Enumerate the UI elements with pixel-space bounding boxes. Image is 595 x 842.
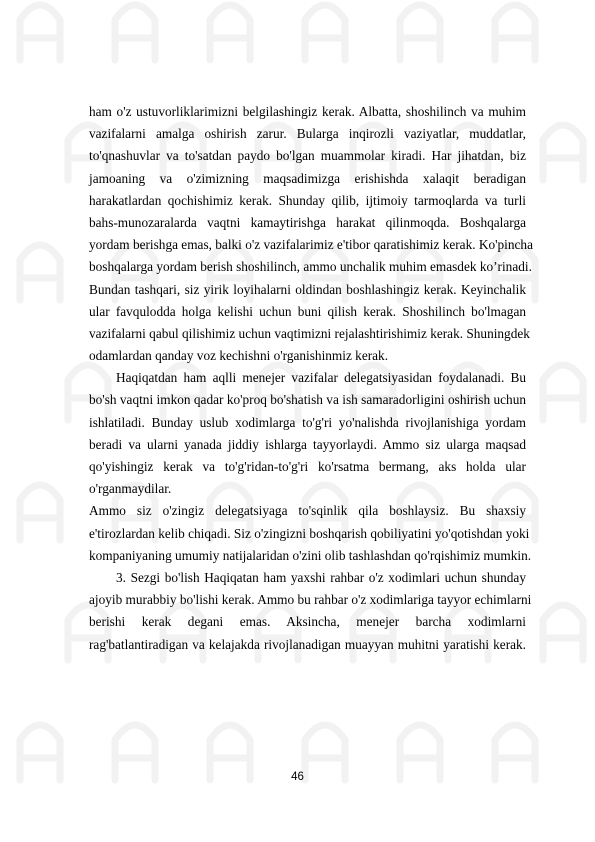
watermark-glyph	[400, 5, 440, 60]
watermark-glyph	[495, 5, 535, 60]
text-line: yordam berishga emas, balki o'z vazifalarimiz e'tibor qaratishimiz kerak. Ko'pincha	[89, 237, 533, 253]
watermark-glyph	[210, 5, 250, 60]
text-line: jamoaning va o'zimizning maqsadimizga erishishda xalaqit beradigan	[89, 170, 526, 186]
watermark-glyph	[543, 125, 583, 180]
watermark-glyph	[305, 5, 345, 60]
text-line: to'qnashuvlar va to'satdan paydo bo'lgan muammolar kiradi. Har jihatdan, biz	[89, 148, 526, 164]
watermark-glyph	[543, 605, 583, 660]
text-line: Haqiqatdan ham aqlli menejer vazifalar delegatsiyasidan foydalanadi. Bu	[116, 370, 526, 386]
text-line: ular favqulodda holga kelishi uchun buni qilish kerak. Shoshilinch bo'lmagan	[89, 303, 526, 319]
text-line: ham o'z ustuvorliklarimizni belgilashingiz kerak. Albatta, shoshilinch va muhim	[89, 104, 526, 119]
text-line: beradi va ularni yanada jiddiy ishlarga tayyorlaydi. Ammo siz ularga maqsad	[89, 436, 526, 452]
text-line: kompaniyaning umumiy natijalaridan o'zini olib tashlashdan qo'rqishimiz mumkin.	[89, 547, 532, 563]
watermark-glyph	[20, 245, 60, 300]
text-line: bo'sh vaqtni imkon qadar ko'proq bo'shatish va ish samaradorligini oshirish uchun	[89, 392, 526, 408]
page-number: 46	[291, 771, 304, 783]
text-line: vazifalarni amalga oshirish zarur. Bularga inqirozli vaziyatlar, muddatlar,	[89, 126, 526, 142]
text-line: ajoyib murabbiy bo'lishi kerak. Ammo bu rahbar o'z xodimlariga tayyor echimlarni	[89, 592, 532, 608]
text-line: boshqalarga yordam berish shoshilinch, ammo unchalik muhim emasdek ko’rinadi.	[89, 259, 532, 275]
text-line: rag'batlantiradigan va kelajakda rivojlanadigan muayyan muhitni yaratishi kerak.	[89, 636, 526, 652]
text-line: e'tirozlardan kelib chiqadi. Siz o'zingizni boshqarish qobiliyatini yo'qotishdan yoki	[89, 525, 530, 541]
text-line: bahs-munozaralarda vaqtni kamaytirishga harakat qilinmoqda. Boshqalarga	[89, 214, 526, 230]
watermark-glyph	[543, 365, 583, 420]
text-line: o'rganmaydilar.	[89, 481, 172, 497]
text-line: qo'yishingiz kerak va to'g'ridan-to'g'ri ko'rsatma bermang, aks holda ular	[89, 459, 526, 474]
text-line: ishlatiladi. Bunday uslub xodimlarga to'g'ri yo'nalishda rivojlanishiga yordam	[89, 414, 526, 430]
document-body	[89, 101, 533, 656]
watermark-glyph	[115, 5, 155, 60]
watermark-glyph	[20, 5, 60, 60]
text-line: Ammo siz o'zingiz delegatsiyaga to'sqinlik qila boshlaysiz. Bu shaxsiy	[89, 503, 526, 519]
text-line: vazifalarni qabul qilishimiz uchun vaqtimizni rejalashtirishimiz kerak. Shuningdek	[89, 325, 530, 341]
text-line: Bundan tashqari, siz yirik loyihalarni oldindan boshlashingiz kerak. Keyinchalik	[89, 281, 526, 297]
text-line: 3. Sezgi bo'lish Haqiqatan ham yaxshi rahbar o'z xodimlari uchun shunday	[116, 569, 526, 585]
text-line: harakatlardan qochishimiz kerak. Shunday qilib, ijtimoiy tarmoqlarda va turli	[89, 192, 526, 208]
text-line: odamlardan qanday voz kechishni o'rganishinmiz kerak.	[89, 348, 389, 364]
watermark-glyph	[20, 485, 60, 540]
text-line: berishi kerak degani emas. Aksincha, menejer barcha xodimlarni	[89, 614, 526, 630]
